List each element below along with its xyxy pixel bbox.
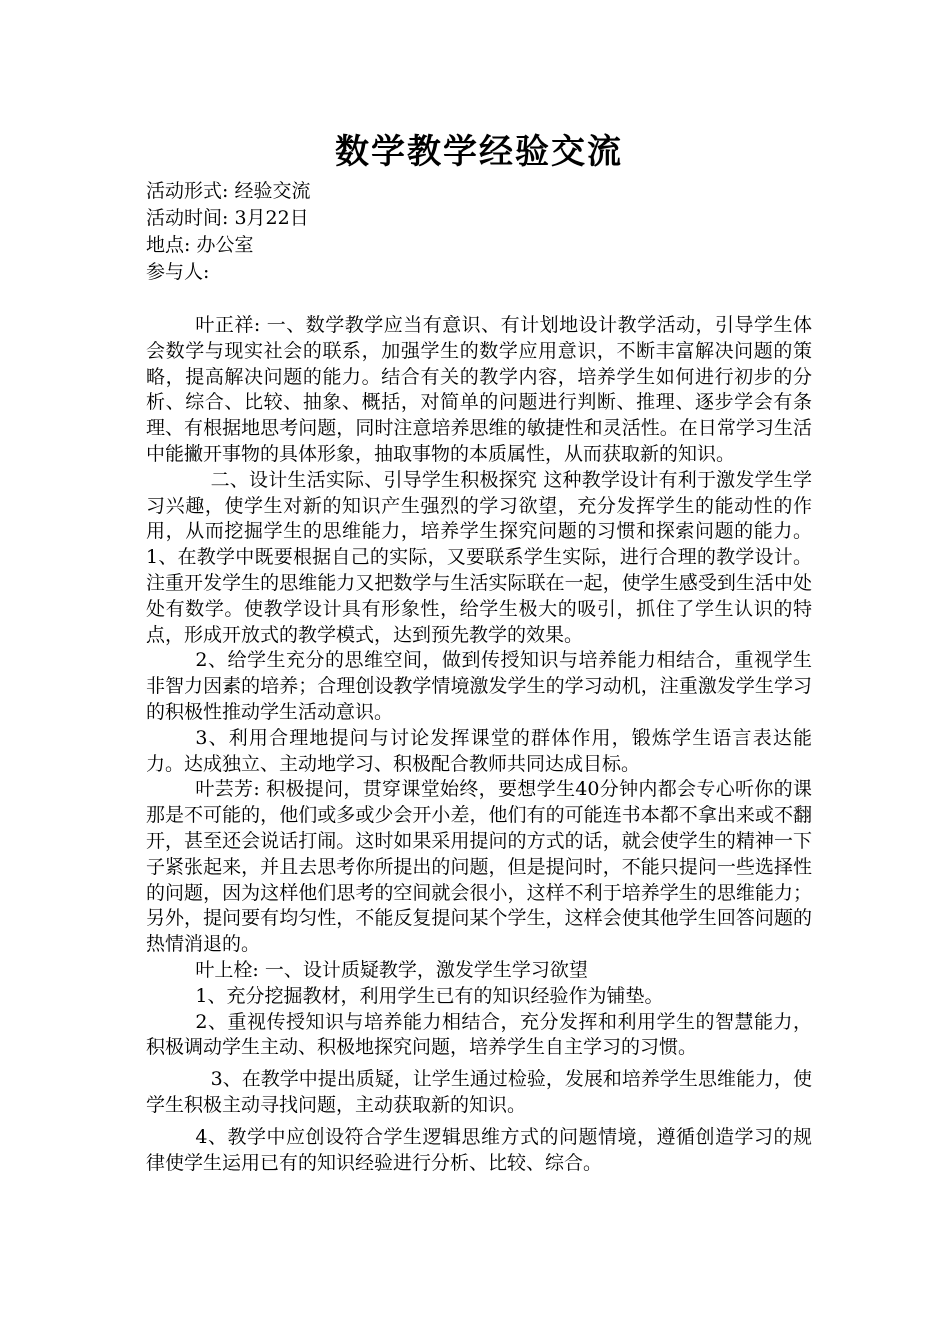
paragraph: 4、教学中应创设符合学生逻辑思维方式的问题情境，遵循创造学习的规律使学生运用已有的知识经验进行分析、比较、综合。: [146, 1125, 812, 1174]
meta-activity-form: [146, 178, 812, 205]
meta-label: 活动形式:: [146, 180, 229, 202]
meta-label: 参与人:: [146, 261, 210, 283]
document-title: 数学教学经验交流: [335, 132, 623, 172]
meta-block: [146, 178, 812, 286]
meta-activity-time: [146, 205, 812, 232]
meta-participants: [146, 259, 812, 286]
meta-label: 活动时间:: [146, 207, 229, 229]
document-page: [146, 128, 812, 1176]
paragraph: 1、充分挖掘教材，利用学生已有的知识经验作为铺垫。: [195, 984, 664, 1007]
paragraph: 叶上栓: 一、设计质疑教学，激发学生学习欲望: [195, 958, 588, 981]
paragraph: 3、利用合理地提问与讨论发挥课堂的群体作用，锻炼学生语言表达能力。达成独立、主动地学习、积极配合教师共同达成目标。: [146, 726, 812, 775]
paragraph: 二、设计生活实际、引导学生积极探究 这种教学设计有利于激发学生学习兴趣，使学生对新的知识产生强烈的学习欲望，充分发挥学生的能动性的作用，从而挖掘学生的思维能力，培养学生探究问题的习惯和探索问题的能力。 1、在教学中既要根据自己的实际，又要联系学生实际，进行合理的教学设计。注重开发学生的思维能力又把数学与生活实际联在一起，使学生感受到生活中处处有数学。使教学设计具有形象性，给学生极大的吸引，抓住了学生认识的特点，形成开放式的教学模式，达到预先教学的效果。: [146, 468, 812, 646]
paragraph: 3、在教学中提出质疑，让学生通过检验，发展和培养学生思维能力，使学生积极主动寻找问题，主动获取新的知识。: [146, 1068, 812, 1116]
meta-location: [146, 232, 812, 259]
meta-label: 地点:: [146, 234, 191, 256]
paragraph: 叶芸芳: 积极提问，贯穿课堂始终，要想学生40分钟内都会专心听你的课那是不可能的，他们或多或少会开小差，他们有的可能连书本都不拿出来或不翻开，甚至还会说话打闹。这时如果采用提问的方式的话，就会使学生的精神一下子紧张起来，并且去思考你所提出的问题，但是提问时，不能只提问一些选择性的问题，因为这样他们思考的空间就会很小，这样不利于培养学生的思维能力；另外，提问要有均匀性，不能反复提问某个学生，这样会使其他学生回答问题的热情消退的。: [146, 778, 812, 956]
meta-value: 经验交流: [234, 180, 311, 202]
meta-value: 办公室: [196, 234, 254, 256]
paragraph: 2、给学生充分的思维空间，做到传授知识与培养能力相结合，重视学生非智力因素的培养；合理创设教学情境激发学生的学习动机，注重激发学生学习的积极性推动学生活动意识。: [146, 649, 812, 723]
meta-value: 3月22日: [234, 207, 309, 229]
paragraph: 叶正祥: 一、数学教学应当有意识、有计划地设计教学活动，引导学生体会数学与现实社会的联系，加强学生的数学应用意识，不断丰富解决问题的策略，提高解决问题的能力。结合有关的教学内容，培养学生如何进行初步的分析、综合、比较、抽象、概括，对简单的问题进行判断、推理、逐步学会有条理、有根据地思考问题，同时注意培养思维的敏捷性和灵活性。在日常学习生活中能撇开事物的具体形象，抽取事物的本质属性，从而获取新的知识。: [146, 314, 812, 465]
paragraph: 2、重视传授知识与培养能力相结合，充分发挥和利用学生的智慧能力，积极调动学生主动、积极地探究问题，培养学生自主学习的习惯。: [146, 1010, 812, 1059]
